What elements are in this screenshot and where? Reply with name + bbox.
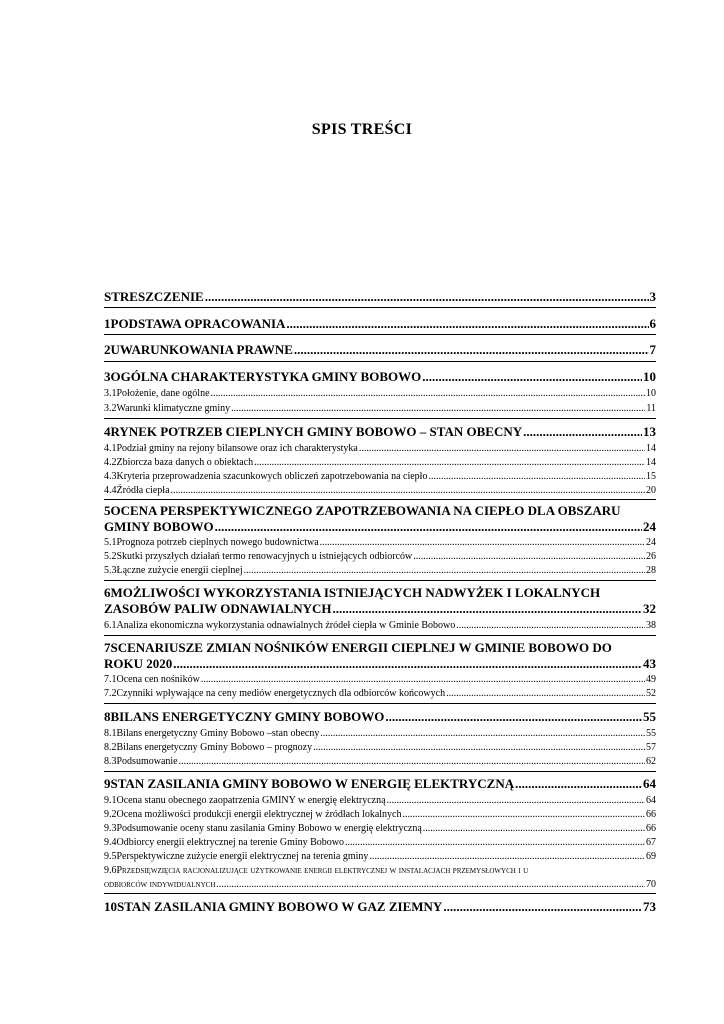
toc-entry-4-1[interactable] — [104, 443, 656, 455]
toc-entry-8-1[interactable] — [104, 728, 656, 740]
toc-page-number: 66 — [646, 823, 656, 834]
toc-entry-9-3[interactable] — [104, 823, 656, 835]
toc-entry-text-continued: odbiorców indywidualnych — [104, 879, 216, 890]
toc-page-number: 62 — [646, 756, 656, 767]
toc-entry-text: 4.1Podział gminy na rejony bilansowe oraz ich charakterystyka — [104, 443, 358, 454]
toc-page-number: 69 — [646, 851, 656, 862]
toc-entry-text: 9.6Przedsięwzięcia racjonalizujące użytkowanie energii elektrycznej w instalacjach przemysłowych i u — [104, 865, 529, 876]
dot-leader — [171, 485, 645, 497]
dot-leader — [403, 809, 646, 821]
toc-entry-text: 5OCENA PERSPEKTYWICZNEGO ZAPOTRZEBOWANIA NA CIEPŁO DLA OBSZARU — [104, 503, 621, 518]
toc-entry-text: 4.3Kryteria przeprowadzenia szacunkowych obliczeń zapotrzebowania na ciepło — [104, 471, 428, 482]
section-divider — [104, 771, 656, 772]
toc-entry-text: 8.1Bilans energetyczny Gminy Bobowo –stan obecny — [104, 728, 320, 739]
toc-entry-5-3[interactable] — [104, 565, 656, 577]
section-divider — [104, 580, 656, 581]
toc-page-number: 52 — [646, 688, 656, 699]
dot-leader — [231, 403, 645, 415]
toc-entry-5-2[interactable] — [104, 551, 656, 563]
dot-leader — [443, 899, 642, 914]
toc-page-number: 14 — [646, 443, 656, 454]
toc-entry-4-3[interactable] — [104, 471, 656, 483]
section-divider — [104, 635, 656, 636]
toc-entry-3-1[interactable] — [104, 388, 656, 400]
toc-entry-text: 5.1Prognoza potrzeb cieplnych nowego budownictwa — [104, 537, 319, 548]
toc-entry-section-2[interactable] — [104, 342, 656, 357]
dot-leader — [523, 424, 642, 439]
toc-entry-text: 5.3Łączne zużycie energii cieplnej — [104, 565, 243, 576]
toc-entry-text: 7.2Czynniki wpływające na ceny mediów energetycznych dla odbiorców końcowych — [104, 688, 446, 699]
toc-page-number: 32 — [643, 601, 656, 616]
toc-entry-section-9[interactable] — [104, 776, 656, 791]
toc-entry-section-4[interactable] — [104, 424, 656, 439]
toc-entry-7-1[interactable] — [104, 674, 656, 686]
section-divider — [104, 361, 656, 362]
dot-leader — [359, 443, 645, 455]
toc-page-number: 64 — [646, 795, 656, 806]
dot-leader — [173, 656, 642, 672]
toc-page-number: 11 — [646, 403, 656, 414]
toc-entry-6-1[interactable] — [104, 620, 656, 632]
toc-entry-text: 4.4Źródła ciepła — [104, 485, 170, 496]
toc-entry-8-2[interactable] — [104, 742, 656, 754]
toc-entry-5-1[interactable] — [104, 537, 656, 549]
toc-entry-section-10[interactable] — [104, 899, 656, 914]
section-divider — [104, 703, 656, 704]
page-title: SPIS TREŚCI — [311, 121, 413, 138]
toc-entry-4-4[interactable] — [104, 485, 656, 497]
dot-leader — [201, 674, 645, 686]
toc-entry-text: 4RYNEK POTRZEB CIEPLNYCH GMINY BOBOWO – STAN OBECNY — [104, 424, 523, 439]
dot-leader — [179, 756, 645, 768]
section-divider — [104, 307, 656, 308]
toc-page-number: 57 — [646, 742, 656, 753]
dot-leader — [446, 688, 645, 700]
toc-entry-text-continued: ROKU 2020 — [104, 656, 173, 671]
toc-entry-3-2[interactable] — [104, 403, 656, 415]
toc-entry-text: 6MOŻLIWOŚCI WYKORZYSTANIA ISTNIEJĄCYCH NADWYŻEK I LOKALNYCH — [104, 585, 601, 600]
section-divider — [104, 893, 656, 894]
toc-entry-streszczenie[interactable] — [104, 289, 656, 304]
toc-entry-9-4[interactable] — [104, 837, 656, 849]
toc-entry-text: 8BILANS ENERGETYCZNY GMINY BOBOWO — [104, 709, 385, 724]
toc-entry-section-3[interactable] — [104, 369, 656, 384]
toc-entry-8-3[interactable] — [104, 756, 656, 768]
toc-page-number: 10 — [643, 369, 656, 384]
toc-page-number: 24 — [643, 519, 656, 534]
toc-entry-text: 9.5Perspektywiczne zużycie energii elektrycznej na terenia gminy — [104, 851, 369, 862]
toc-page-number: 10 — [646, 388, 656, 399]
toc-entry-text-continued: ZASOBÓW PALIW ODNAWIALNYCH — [104, 601, 332, 616]
toc-entry-text: 2UWARUNKOWANIA PRAWNE — [104, 342, 293, 357]
dot-leader — [456, 620, 645, 632]
toc-page-number: 26 — [646, 551, 656, 562]
dot-leader — [369, 851, 645, 863]
toc-entry-text: 3.2Warunki klimatyczne gminy — [104, 403, 231, 414]
toc-entry-9-5[interactable] — [104, 851, 656, 863]
dot-leader — [320, 728, 645, 740]
section-divider — [104, 418, 656, 419]
toc-entry-text: 7SCENARIUSZE ZMIAN NOŚNIKÓW ENERGII CIEPLNEJ W GMINIE BOBOWO DO — [104, 640, 612, 655]
toc-entry-text: 9.4Odbiorcy energii elektrycznej na terenie Gminy Bobowo — [104, 837, 345, 848]
dot-leader — [515, 776, 642, 791]
toc-entry-text: 1PODSTAWA OPRACOWANIA — [104, 316, 286, 331]
toc-entry-section-7[interactable] — [104, 640, 656, 672]
toc-entry-text: 10STAN ZASILANIA GMINY BOBOWO W GAZ ZIEMNY — [104, 899, 443, 914]
toc-page-number: 67 — [646, 837, 656, 848]
dot-leader — [320, 537, 645, 549]
toc-entry-9-1[interactable] — [104, 795, 656, 807]
toc-page-number: 64 — [643, 776, 656, 791]
section-divider — [104, 334, 656, 335]
toc-page-number: 14 — [646, 457, 656, 468]
dot-leader — [423, 823, 645, 835]
toc-entry-7-2[interactable] — [104, 688, 656, 700]
toc-entry-4-2[interactable] — [104, 457, 656, 469]
toc-page-number: 7 — [649, 342, 656, 357]
toc-page-number: 3 — [649, 289, 656, 304]
toc-entry-text: 5.2Skutki przyszłych działań termo renowacyjnych u istniejących odbiorców — [104, 551, 413, 562]
dot-leader — [313, 742, 645, 754]
dot-leader — [345, 837, 645, 849]
toc-entry-section-5[interactable] — [104, 503, 656, 535]
dot-leader — [244, 565, 645, 577]
dot-leader — [211, 388, 645, 400]
toc-entry-text: 8.3Podsumowanie — [104, 756, 178, 767]
toc-entry-text: 9.1Ocena stanu obecnego zaopatrzenia GMINY w energię elektryczną — [104, 795, 386, 806]
toc-page-number: 55 — [646, 728, 656, 739]
toc-page-number: 70 — [646, 879, 656, 890]
toc-page-number: 49 — [646, 674, 656, 685]
toc-page-number: 38 — [646, 620, 656, 631]
toc-entry-text: 9.2Ocena możliwości produkcji energii elektrycznej w źródłach lokalnych — [104, 809, 402, 820]
toc-entry-text: 3.1Położenie, dane ogólne — [104, 388, 210, 399]
toc-entry-text: 9.3Podsumowanie oceny stanu zasilania Gminy Bobowo w energię elektryczną — [104, 823, 422, 834]
toc-entry-9-6[interactable] — [104, 864, 656, 892]
toc-entry-text: 3OGÓLNA CHARAKTERYSTYKA GMINY BOBOWO — [104, 369, 422, 384]
dot-leader — [422, 369, 642, 384]
toc-entry-section-6[interactable] — [104, 585, 656, 617]
dot-leader — [205, 289, 649, 304]
dot-leader — [385, 709, 642, 724]
toc-entry-text: 9STAN ZASILANIA GMINY BOBOWO W ENERGIĘ ELEKTRYCZNĄ — [104, 776, 515, 791]
section-divider — [104, 499, 656, 500]
toc-entry-text: 4.2Zbiorcza baza danych o obiektach — [104, 457, 254, 468]
dot-leader — [294, 342, 649, 357]
toc-page-number: 13 — [643, 424, 656, 439]
dot-leader — [333, 601, 642, 617]
toc-page-number: 73 — [643, 899, 656, 914]
dot-leader — [387, 795, 645, 807]
dot-leader — [215, 519, 642, 535]
toc-entry-text: STRESZCZENIE — [104, 289, 204, 304]
toc-page-number: 20 — [646, 485, 656, 496]
dot-leader — [254, 457, 645, 469]
toc-entry-9-2[interactable] — [104, 809, 656, 821]
toc-page-number: 55 — [643, 709, 656, 724]
dot-leader — [216, 878, 645, 892]
dot-leader — [413, 551, 645, 563]
toc-page-number: 43 — [643, 656, 656, 671]
toc-entry-section-1[interactable] — [104, 316, 656, 331]
toc-entry-text: 8.2Bilans energetyczny Gminy Bobowo – prognozy — [104, 742, 313, 753]
dot-leader — [428, 471, 645, 483]
toc-page-number: 66 — [646, 809, 656, 820]
toc-entry-text: 7.1Ocena cen nośników — [104, 674, 200, 685]
toc-page-number: 24 — [646, 537, 656, 548]
toc-entry-section-8[interactable] — [104, 709, 656, 724]
toc-page-number: 28 — [646, 565, 656, 576]
toc-entry-text: 6.1Analiza ekonomiczna wykorzystania odnawialnych źródeł ciepła w Gminie Bobowo — [104, 620, 456, 631]
dot-leader — [286, 316, 648, 331]
toc-page-number: 6 — [649, 316, 656, 331]
toc-entry-text-continued: GMINY BOBOWO — [104, 519, 214, 534]
toc-page-number: 15 — [646, 471, 656, 482]
